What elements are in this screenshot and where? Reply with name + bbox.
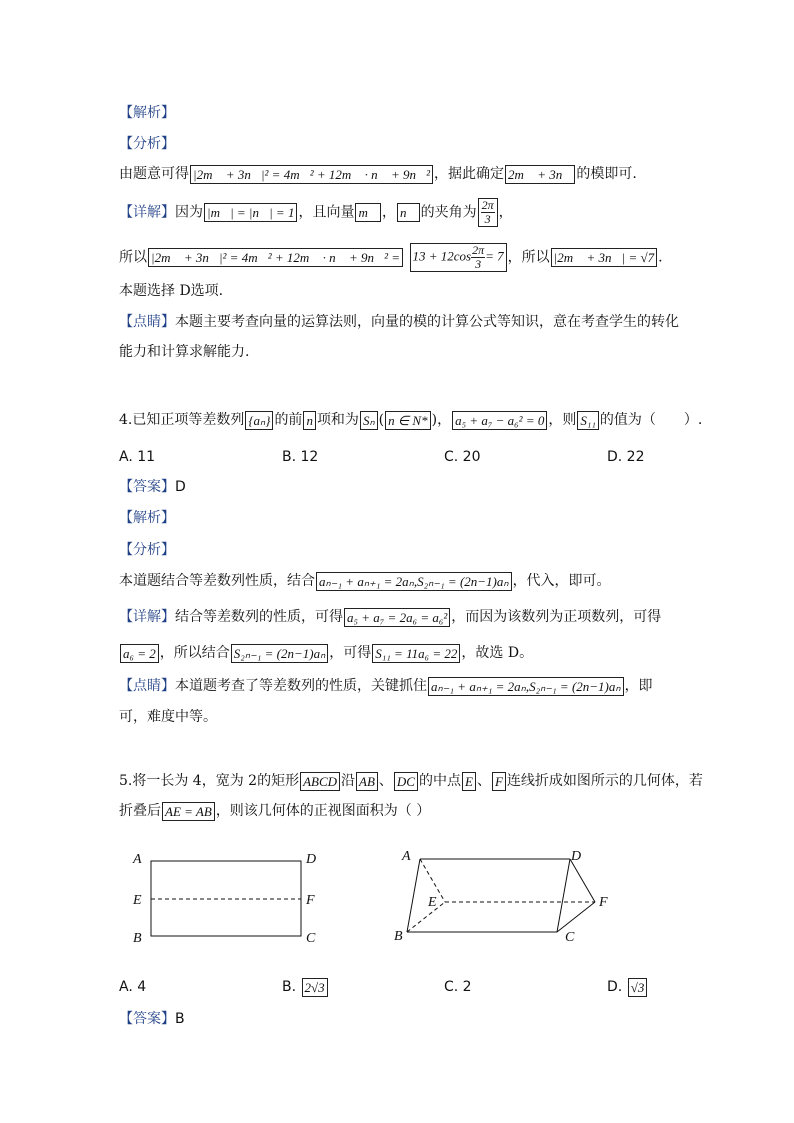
xiangjie-tag: 【详解】 <box>119 204 175 221</box>
fraction-numerator: 2π <box>472 243 485 257</box>
analysis-heading <box>119 103 175 123</box>
text: 本题主要考查向量的运算法则，向量的模的计算公式等知识，意在考查学生的转化 <box>175 314 679 330</box>
answer-tag: 【答案】 <box>119 479 175 495</box>
formula-part: = 7 <box>485 248 504 264</box>
math-formula: m⃗ <box>355 203 381 222</box>
text: ，故选 D。 <box>461 645 534 661</box>
text: ，代入，即可。 <box>512 573 611 589</box>
answer-tag: 【答案】 <box>119 1011 175 1027</box>
text: ，所以结合 <box>159 645 230 661</box>
edge-dc <box>557 859 570 932</box>
option-a <box>119 977 146 997</box>
math-formula <box>410 243 507 272</box>
hidden-edge-be <box>407 902 445 932</box>
q4-xiangjie-line-2 <box>119 643 533 663</box>
text: ，可得 <box>329 645 372 661</box>
math-formula: {aₙ} <box>245 411 273 430</box>
option-c <box>444 977 472 997</box>
text: ，即 <box>624 678 653 694</box>
q4-stem: 4.已知正项等差数列 {aₙ} 的前 n 项和为 Sₙ ( n ∈ N* )， a₅ + a₇ − a₆² = 0 ，则 S₁₁ 的值为（ ）. <box>119 412 703 428</box>
formula-part: 13 + 12cos <box>412 248 472 264</box>
fraction-numerator: 2π <box>481 198 494 212</box>
math-formula: Sₙ <box>360 411 378 430</box>
option-label: D. <box>607 979 627 995</box>
math-formula: aₙ₋₁ + aₙ₊₁ = 2aₙ,S₂ₙ₋₁ = (2n−1)aₙ <box>316 572 512 591</box>
option-label: C. 2 <box>444 979 472 995</box>
text: 由题意可得 <box>119 166 189 182</box>
edge-cf <box>557 902 595 932</box>
math-formula: n ∈ N* <box>385 411 431 430</box>
label-c: C <box>565 930 575 945</box>
text: 、 <box>378 773 393 789</box>
label-a: A <box>402 849 411 864</box>
q4-options <box>119 447 679 467</box>
text: ， <box>437 412 452 428</box>
label-c: C <box>306 931 316 946</box>
math-formula: √3 <box>628 978 648 997</box>
analysis-tag: 【解析】 <box>119 105 175 121</box>
text: 连线折成如图所示的几何体，若 <box>506 773 703 789</box>
analysis-tag: 【解析】 <box>119 510 175 526</box>
math-formula: S₁₁ = 11a₆ = 22 <box>372 644 460 663</box>
q4-fenxi-line <box>119 571 611 591</box>
text: 所以 <box>119 249 147 266</box>
answer-value: B <box>175 1011 185 1027</box>
label-f: F <box>599 895 608 910</box>
math-formula: S₂ₙ₋₁ = (2n−1)aₙ <box>231 644 328 663</box>
text: 的中点 <box>418 773 461 789</box>
q5-stem <box>119 771 703 791</box>
text: ，且向量 <box>298 204 355 221</box>
option-label: A. 4 <box>119 979 147 995</box>
option-b <box>282 977 329 997</box>
label-d: D <box>306 852 317 867</box>
q4-answer <box>119 477 186 497</box>
dianjing-line-2: 能力和计算求解能力. <box>119 344 250 360</box>
fenxi-tag: 【分析】 <box>119 542 175 558</box>
text: 的前 <box>274 412 303 428</box>
math-formula: a₅ + a₇ = 2a₆ = a₆² <box>344 608 450 627</box>
option-d: D. 22 <box>607 449 645 465</box>
fraction-denominator: 3 <box>484 212 491 226</box>
math-formula: a₅ + a₇ − a₆² = 0 <box>452 411 547 430</box>
text: ，而因为该数列为正项数列，可得 <box>451 609 662 625</box>
text: 结合等差数列的性质，可得 <box>175 609 343 625</box>
label-b: B <box>394 929 403 944</box>
math-formula: |2m⃗ + 3n⃗|² = 4m⃗² + 12m⃗ · n⃗ + 9n⃗² = <box>148 248 403 267</box>
math-formula: AE = AB <box>162 802 215 821</box>
q4-analysis-heading <box>119 508 175 528</box>
text: 本道题结合等差数列性质，结合 <box>119 573 315 589</box>
math-formula: E <box>462 772 476 791</box>
label-e: E <box>428 895 437 910</box>
xiangjie-line <box>119 198 513 227</box>
text: . <box>658 249 663 266</box>
math-formula: S₁₁ <box>577 411 599 430</box>
option-a: A. 11 <box>119 449 156 465</box>
folded-solid-figure <box>385 842 625 952</box>
text: 5.将一长为 4，宽为 2的矩形 <box>119 773 300 789</box>
option-label: B. <box>282 979 301 995</box>
math-formula: |2m⃗ + 3n⃗|² = 4m⃗² + 12m⃗ · n⃗ + 9n⃗² <box>190 165 433 184</box>
choose-line: 本题选择 D选项. <box>119 283 224 299</box>
text: 因为 <box>175 204 203 221</box>
math-formula: n⃗ <box>397 203 420 222</box>
math-formula: AB <box>356 772 378 791</box>
dianjing-line <box>119 312 679 332</box>
q4-dianjing-line <box>119 676 653 696</box>
q4-xiangjie-line <box>119 607 661 627</box>
edge-df <box>570 859 595 902</box>
text: ， <box>498 204 513 221</box>
option-d <box>607 977 648 997</box>
text: 的夹角为 <box>420 204 477 221</box>
text: 折叠后 <box>119 803 161 819</box>
math-formula: ABCD <box>300 772 340 791</box>
rectangle-figure <box>125 842 340 952</box>
dianjing-tag: 【点睛】 <box>119 678 175 694</box>
fenxi-heading <box>119 134 175 154</box>
text: 4.已知正项等差数列 <box>119 412 245 428</box>
math-formula: |m⃗| = |n⃗| = 1 <box>204 203 297 222</box>
q5-stem-line-2 <box>119 801 430 821</box>
text: 、 <box>476 773 491 789</box>
label-b: B <box>133 931 142 946</box>
text: ，则该几何体的正视图面积为（ ） <box>215 803 431 819</box>
label-f: F <box>306 893 315 908</box>
text: ，据此确定 <box>434 166 505 182</box>
label-d: D <box>571 849 582 864</box>
edge-ab <box>407 859 420 932</box>
text: 的值为（ ）. <box>599 412 703 428</box>
math-fraction <box>478 198 498 227</box>
q5-answer <box>119 1009 185 1029</box>
fenxi-tag: 【分析】 <box>119 136 175 152</box>
label-a: A <box>133 852 142 867</box>
math-formula: a₆ = 2 <box>120 644 159 663</box>
math-formula: F <box>492 772 506 791</box>
q5-options <box>119 977 679 999</box>
text: ， <box>381 204 396 221</box>
text: 沿 <box>341 773 356 789</box>
text: ，所以 <box>507 249 550 266</box>
text: 项和为 <box>316 412 359 428</box>
math-formula: DC <box>394 772 418 791</box>
so-line <box>119 243 663 272</box>
math-formula: |2m⃗ + 3n⃗| = √7 <box>551 248 657 267</box>
fraction-denominator: 3 <box>475 257 482 271</box>
q4-dianjing-line-2: 可，难度中等。 <box>119 709 217 725</box>
text: 本道题考查了等差数列的性质，关键抓住 <box>175 678 427 694</box>
label-e: E <box>133 893 142 908</box>
text: ，则 <box>548 412 577 428</box>
fenxi-line <box>119 164 637 184</box>
option-b: B. 12 <box>282 449 319 465</box>
math-formula: aₙ₋₁ + aₙ₊₁ = 2aₙ,S₂ₙ₋₁ = (2n−1)aₙ <box>428 677 624 696</box>
math-formula: 2m⃗ + 3n⃗ <box>505 165 575 184</box>
text: 的模即可. <box>576 166 637 182</box>
q4-fenxi-heading <box>119 540 175 560</box>
xiangjie-tag: 【详解】 <box>119 609 175 625</box>
answer-value: D <box>175 479 186 495</box>
math-formula: n <box>303 411 316 430</box>
option-c: C. 20 <box>444 449 481 465</box>
math-formula: 2√3 <box>302 978 328 997</box>
dianjing-tag: 【点睛】 <box>119 314 175 330</box>
